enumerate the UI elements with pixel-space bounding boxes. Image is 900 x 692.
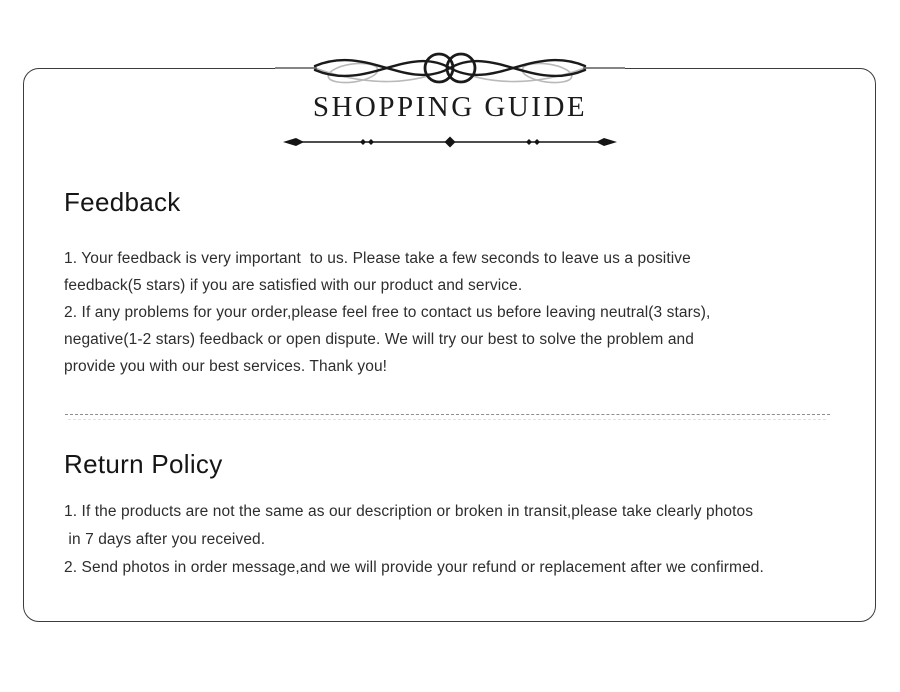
page-title: SHOPPING GUIDE [312, 91, 588, 123]
feedback-text-line: feedback(5 stars) if you are satisfied with our product and service. [64, 277, 523, 294]
feedback-text-line: negative(1-2 stars) feedback or open dispute. We will try our best to solve the problem and [64, 331, 694, 348]
return-policy-section-body [64, 498, 764, 582]
feedback-text-line: 1. Your feedback is very important to us. Please take a few seconds to leave us a positive [64, 250, 691, 267]
feedback-text-line: 2. If any problems for your order,please feel free to contact us before leaving neutral(3 stars), [64, 304, 711, 321]
feedback-text-line: provide you with our best services. Thank you! [64, 358, 388, 375]
return-policy-section-heading: Return Policy [64, 449, 223, 479]
section-dashed-divider [65, 414, 830, 415]
return-policy-text-line: 2. Send photos in order message,and we will provide your refund or replacement after we confirmed. [64, 559, 764, 576]
diamond-arrow-divider-icon [283, 135, 617, 149]
return-policy-text-line: 1. If the products are not the same as our description or broken in transit,please take clearly photos [64, 503, 754, 520]
section-dashed-divider-shadow [68, 419, 826, 420]
calligraphic-flourish-icon [275, 40, 625, 92]
return-policy-text-line: in 7 days after you received. [64, 531, 266, 548]
feedback-section-heading: Feedback [64, 187, 181, 217]
feedback-section-body [64, 245, 710, 380]
